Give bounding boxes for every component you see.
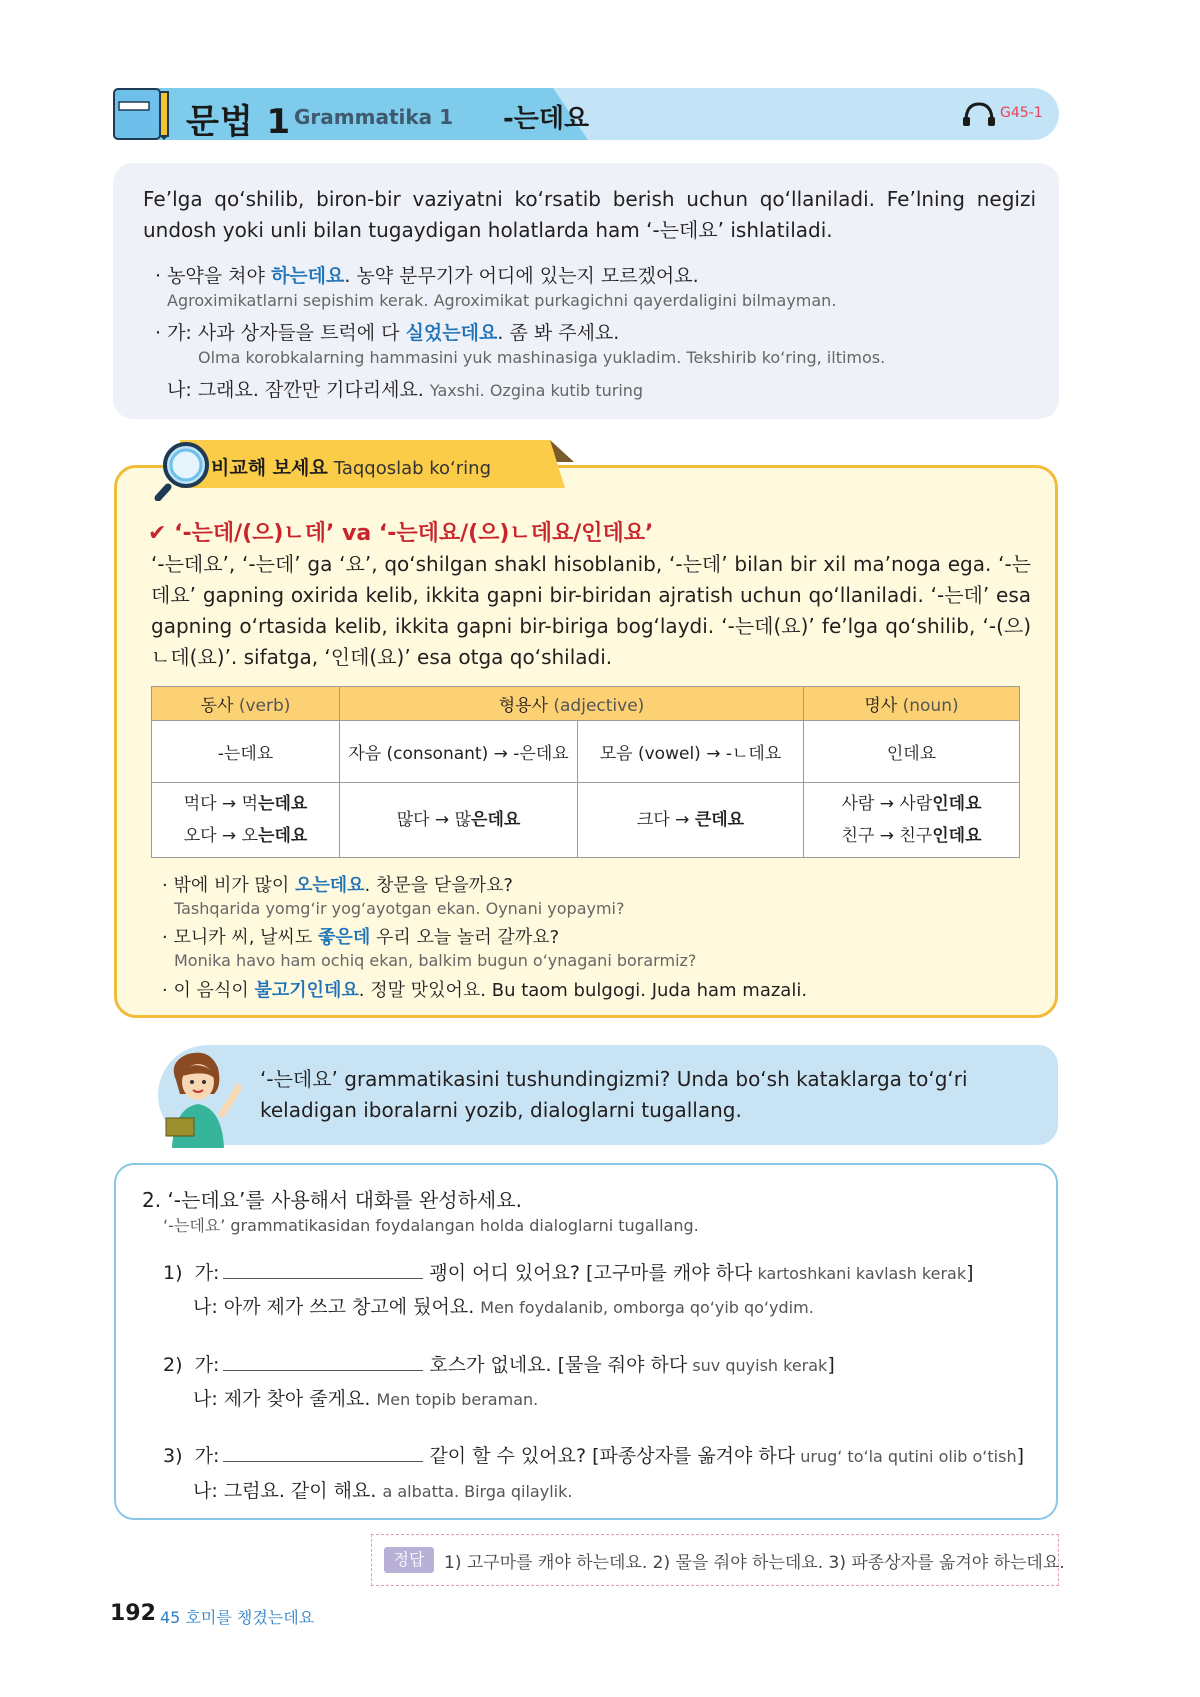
exercise-question: 3) 가: 같이 할 수 있어요? [파종상자를 옮겨야 하다 urug‘ to‘la qutini olib o‘tish] [163,1445,1024,1467]
example-translation: Olma korobkalarning hammasini yuk mashinasiga yukladim. Tekshirib ko‘ring, iltimos. [198,348,886,367]
table-cell: 크다 → 큰데요 [578,783,804,858]
example-translation: Monika havo ham ochiq ekan, balkim bugun o‘ynagani borarmiz? [174,951,697,970]
headphones-icon[interactable] [962,101,996,127]
example-translation: Tashqarida yomg‘ir yog‘ayotgan ekan. Oynani yopaymi? [174,899,625,918]
exercise-reply: 나: 그럼요. 같이 해요. a albatta. Birga qilaylik. [193,1480,573,1502]
compare-heading: ✔ ‘-는데/(으)ㄴ데’ va ‘-는데요/(으)ㄴ데요/인데요’ [148,521,654,546]
answer-text: 1) 고구마를 캐야 하는데요. 2) 물을 줘야 하는데요. 3) 파종상자를 옮겨야 하는데요. [444,1553,1065,1573]
compare-label: 비교해 보세요 Taqqoslab ko‘ring [211,457,492,479]
book-icon [113,88,171,140]
exercise-reply: 나: 제가 찾아 줄게요. Men topib beraman. [193,1388,539,1410]
exercise-question: 1) 가: 괭이 어디 있어요? [고구마를 캐야 하다 kartoshkani kavlash kerak] [163,1262,974,1284]
magnifier-icon [154,441,210,501]
table-cell: 자음 (consonant) → -은데요 [340,721,578,783]
answer-blank[interactable] [223,1353,423,1371]
table-cell: 사람 → 사람인데요 친구 → 친구인데요 [804,783,1020,858]
page-number: 192 [110,1601,156,1626]
table-cell: 인데요 [804,721,1020,783]
example-sentence: · 밖에 비가 많이 오는데요. 창문을 닫을까요? [162,875,513,896]
example-sentence: · 모니카 씨, 날씨도 좋은데 우리 오늘 놀러 갈까요? [162,927,560,948]
example-sentence: · 가: 사과 상자들을 트럭에 다 실었는데요. 좀 봐 주세요. [155,322,620,344]
exercise-reply: 나: 아까 제가 쓰고 창고에 뒀어요. Men foydalanib, omborga qo‘yib qo‘ydim. [193,1296,814,1318]
table-header: 명사 (noun) [804,687,1020,721]
section-subtitle: Grammatika 1 [294,105,454,129]
example-sentence: · 농약을 쳐야 하는데요. 농약 분무기가 어디에 있는지 모르겠어요. [155,265,699,287]
table-header: 동사 (verb) [152,687,340,721]
table-cell: 먹다 → 먹는데요 오다 → 오는데요 [152,783,340,858]
exercise-subtitle: ‘-는데요’ grammatikasidan foydalangan holda dialoglarni tugallang. [163,1216,699,1235]
example-sentence: 나: 그래요. 잠깐만 기다리세요. Yaxshi. Ozgina kutib turing [167,379,644,401]
example-translation: Agroximikatlarni sepishim kerak. Agroximikat purkagichni qayerdaligini bilmayman. [167,291,837,310]
teacher-illustration [158,1042,248,1148]
grammar-point: -는데요 [503,104,590,134]
lesson-label: 45 호미를 챙겼는데요 [160,1608,315,1627]
table-cell: 많다 → 많은데요 [340,783,578,858]
answer-tag: 정답 [384,1547,434,1573]
table-header: 형용사 (adjective) [340,687,804,721]
table-cell: 모음 (vowel) → -ㄴ데요 [578,721,804,783]
audio-track-code[interactable]: G45-1 [1000,105,1043,121]
check-icon: ✔ [148,521,175,546]
exercise-title: 2. ‘-는데요’를 사용해서 대화를 완성하세요. [142,1188,522,1212]
table-cell: -는데요 [152,721,340,783]
tip-text: ‘-는데요’ grammatikasini tushundingizmi? Unda bo‘sh kataklarga to‘g‘ri keladigan iboralarni yozib, dialoglarni tugallang. [260,1067,968,1122]
exercise-question: 2) 가: 호스가 없네요. [물을 줘야 하다 suv quyish kerak] [163,1354,835,1376]
section-title: 문법 1 [186,102,292,142]
compare-text: ‘-는데요’, ‘-는데’ ga ‘요’, qo‘shilgan shakl hisoblanib, ‘-는데’ bilan bir xil ma’noga ega. ‘-는데요’ gapning oxirida kelib, ikkita gapni bir-biridan ajratish uchun qo‘llaniladi. ‘-는데’ esa gapning o‘rtasida kelib, ikkita gapni bir-biriga bog‘laydi. ‘-는데(요)’ fe’lga qo‘shilib, ‘-(으)ㄴ데(요)’. sifatga, ‘인데(요)’ esa otga qo‘shiladi. [151,552,1031,669]
explanation-text: Fe’lga qo‘shilib, biron-bir vaziyatni ko‘rsatib berish uchun qo‘llaniladi. Fe’lning negizi undosh yoki unli bilan tugaydigan holatlarda ham ‘-는데요’ ishlatiladi. [143,187,1036,242]
answer-blank[interactable] [223,1444,423,1462]
example-sentence: · 이 음식이 불고기인데요. 정말 맛있어요. Bu taom bulgogi. Juda ham mazali. [162,980,808,1001]
conjugation-table [151,686,1020,858]
answer-blank[interactable] [223,1261,423,1279]
